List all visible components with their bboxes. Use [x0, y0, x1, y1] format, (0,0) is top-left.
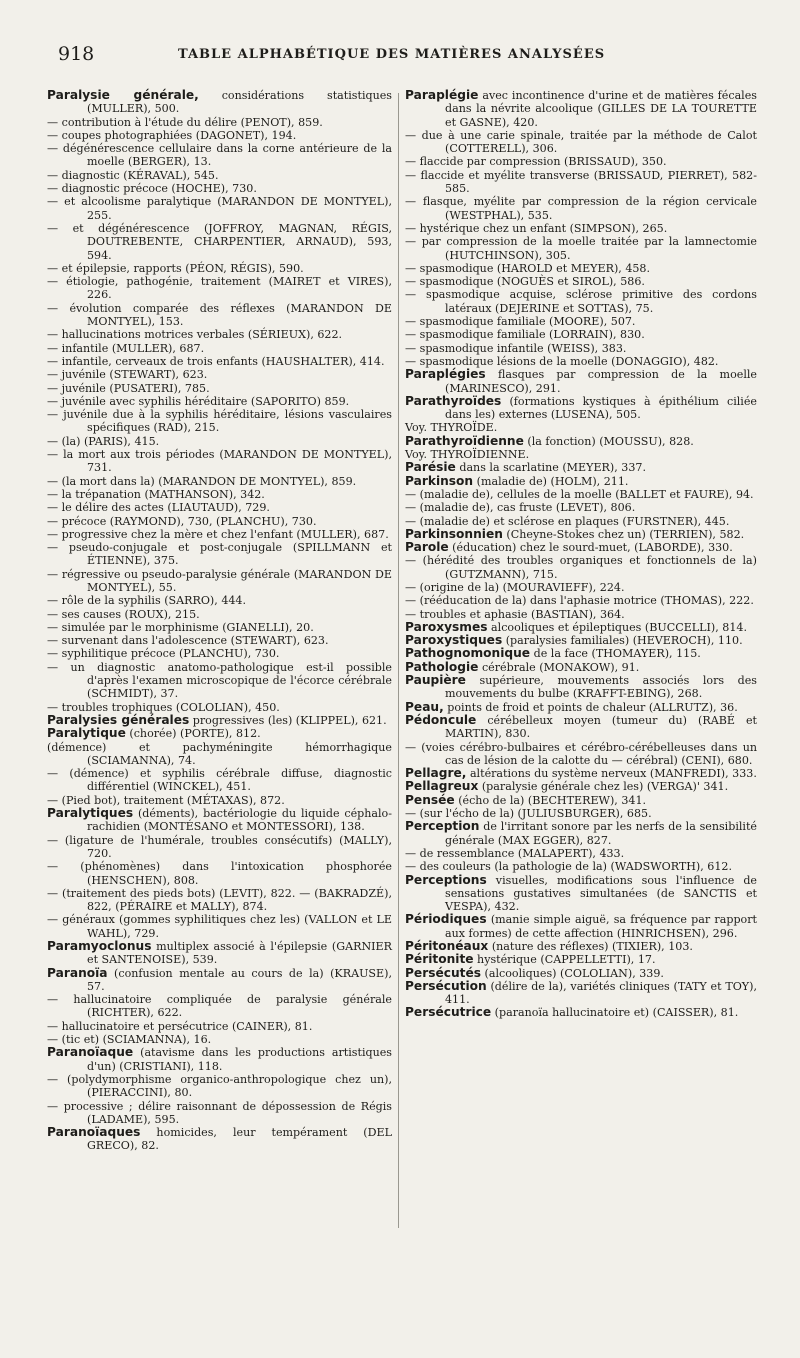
index-entry	[47, 89, 392, 116]
entry-headword: Persécution	[405, 978, 487, 993]
index-entry	[405, 767, 757, 780]
index-entry	[47, 275, 392, 302]
entry-text: — syphilitique précoce (PLANCHU), 730.	[47, 647, 280, 661]
entry-headword: Parathyroïdienne	[405, 433, 524, 448]
entry-headword: Paramyoclonus	[47, 939, 152, 953]
entry-headword: Paraplégies	[405, 367, 486, 382]
entry-text: progressives (les) (KLIPPEL), 621.	[189, 713, 387, 727]
entry-text: (déments), bactériologie du liquide céphalo-rachidien (MONTÉSANO et MONTESSORI), 138.	[87, 807, 392, 834]
index-entry	[405, 448, 757, 461]
entry-text: — (la mort dans la) (MARANDON DE MONTYEL), 859.	[47, 474, 357, 488]
entry-headword: Paroxysmes	[405, 619, 488, 634]
entry-headword: Paralytique	[47, 726, 126, 741]
index-entry	[47, 993, 392, 1020]
page-number: 918	[58, 43, 95, 65]
index-entry	[47, 541, 392, 568]
entry-text: avec incontinence d'urine et de matières fécales dans la névrite alcoolique (GILLES DE LA TOURETTE et GASNE), 420.	[445, 89, 757, 129]
entry-headword: Pensée	[405, 792, 455, 807]
index-entry	[47, 714, 392, 727]
index-entry	[47, 967, 392, 994]
index-entry	[405, 621, 757, 634]
index-entry	[47, 794, 392, 807]
running-title: TABLE ALPHABÉTIQUE DES MATIÈRES ANALYSÉES	[178, 47, 606, 62]
index-entry	[47, 741, 392, 768]
entry-headword: Paupière	[405, 673, 466, 688]
index-entry	[47, 169, 392, 182]
index-entry	[47, 368, 392, 381]
index-entry	[405, 368, 757, 395]
entry-text: points de froid et points de chaleur (ALLRUTZ), 36.	[443, 700, 738, 714]
entry-text: — spasmodique (NOGUÈS et SIROL), 586.	[405, 275, 645, 289]
entry-text: — infantile (MULLER), 687.	[47, 341, 205, 355]
entry-headword: Paroxystiques	[405, 633, 503, 648]
entry-text: (maladie de) (HOLM), 211.	[473, 474, 629, 488]
entry-text: — rôle de la syphilis (SARRO), 444.	[47, 594, 247, 608]
index-entry	[47, 408, 392, 435]
entry-headword: Paranoïa	[47, 965, 108, 980]
entry-headword: Peau,	[405, 699, 444, 714]
entry-text: — la trépanation (MATHANSON), 342.	[47, 487, 265, 501]
entry-text: visuelles, modifications sous l'influence de sensations gustatives simultanées (de SANCTIS et VESPA), 432.	[445, 873, 757, 914]
index-entry	[47, 1073, 392, 1100]
index-entry	[405, 1006, 757, 1019]
entry-headword: Pédoncule	[405, 712, 477, 727]
entry-text: — spasmodique familiale (MOORE), 507.	[405, 315, 636, 329]
index-entry	[405, 501, 757, 514]
entry-headword: Paralysies générales	[47, 712, 190, 727]
entry-text: de la face (THOMAYER), 115.	[530, 647, 701, 661]
index-entry	[405, 235, 757, 262]
entry-text: — (maladie de), cellules de la moelle (BALLET et FAURE), 94.	[405, 487, 754, 501]
entry-text: — généraux (gommes syphilitiques chez les) (VALLON et LE WAHL), 729.	[47, 913, 392, 940]
index-entry	[47, 302, 392, 329]
index-entry	[405, 647, 757, 660]
entry-text: (démence) et pachyméningite hémorrhagique (SCIAMANNA), 74.	[47, 740, 392, 767]
index-entry	[405, 342, 757, 355]
index-entry	[405, 395, 757, 422]
entry-text: Voy. THYROÏDE.	[405, 421, 498, 435]
entry-text: — pseudo-conjugale et post-conjugale (SPILLMANN et ÉTIENNE), 375.	[47, 541, 392, 568]
entry-text: — (traitement des pieds bots) (LEVIT), 822. — (BAKRADZÉ), 822, (PÉRAIRE et MALLY), 874.	[47, 886, 392, 914]
entry-text: — juvénile (STEWART), 623.	[47, 368, 208, 382]
entry-text: — hallucinations motrices verbales (SÉRIEUX), 622.	[47, 328, 343, 342]
entry-text: (chorée) (PORTE), 812.	[125, 727, 261, 741]
entry-text: — juvénile avec syphilis héréditaire (SAPORITO) 859.	[47, 394, 350, 408]
entry-text: — (tic et) (SCIAMANNA), 16.	[47, 1033, 212, 1047]
entry-text: (Cheyne-Stokes chez un) (TERRIEN), 582.	[502, 527, 745, 541]
entry-text: cérébelleux moyen (tumeur du) (RABÉ et MARTIN), 830.	[445, 713, 757, 741]
entry-text: — (hérédité des troubles organiques et fonctionnels de la) (GUTZMANN), 715.	[405, 554, 757, 581]
entry-text: Voy. THYROÏDIENNE.	[405, 448, 530, 462]
entry-text: — juvénile (PUSATERI), 785.	[47, 381, 210, 395]
entry-text: (délire de la), variétés cliniques (TATY et TOY), 411.	[445, 979, 757, 1007]
entry-headword: Paraplégie	[405, 88, 479, 102]
entry-headword: Perception	[405, 819, 480, 834]
index-entry	[47, 382, 392, 395]
index-entry	[405, 169, 757, 196]
entry-text: — juvénile due à la syphilis héréditaire, lésions vasculaires spécifiques (RAD), 215.	[47, 408, 392, 435]
index-entry	[405, 581, 757, 594]
entry-text: — (maladie de) et sclérose en plaques (FURSTNER), 445.	[405, 514, 730, 528]
entry-text: — (démence) et syphilis cérébrale diffuse, diagnostic différentiel (WINCKEL), 451.	[47, 767, 392, 794]
entry-headword: Paralytiques	[47, 806, 134, 821]
index-entry	[47, 860, 392, 887]
entry-text: (confusion mentale au cours de la) (KRAUSE), 57.	[87, 966, 392, 993]
entry-headword: Péritonéaux	[405, 939, 489, 953]
index-entry	[47, 647, 392, 660]
index-entry	[47, 701, 392, 714]
entry-text: (manie simple aiguë, sa fréquence par rapport aux formes) de cette affection (HINRICHSEN), 296.	[445, 913, 757, 940]
index-entry	[47, 1126, 392, 1153]
entry-text: — un diagnostic anatomo-pathologique est-il possible d'après l'examen microscopique de l'écorce cérébrale (SCHMIDT), 37.	[47, 660, 392, 701]
index-entry	[405, 275, 757, 288]
left-column	[47, 89, 392, 1153]
entry-text: — dégénérescence cellulaire dans la corne antérieure de la moelle (BERGER), 13.	[47, 142, 392, 169]
index-entry	[405, 820, 757, 847]
index-entry	[405, 195, 757, 222]
entry-text: — coupes photographiées (DAGONET), 194.	[47, 128, 297, 142]
index-entry	[405, 328, 757, 341]
index-entry	[47, 1046, 392, 1073]
entry-text: — spasmodique lésions de la moelle (DONAGGIO), 482.	[405, 354, 719, 368]
entry-text: dans la scarlatine (MEYER), 337.	[455, 461, 646, 475]
entry-headword: Parathyroïdes	[405, 393, 502, 408]
index-entry	[405, 780, 757, 793]
entry-text: — la mort aux trois périodes (MARANDON DE MONTYEL), 731.	[47, 448, 392, 475]
index-entry	[405, 222, 757, 235]
entry-text: — spasmodique infantile (WEISS), 383.	[405, 341, 627, 355]
entry-text: (éducation) chez le sourd-muet, (LABORDE), 330.	[448, 541, 733, 555]
index-entry	[47, 195, 392, 222]
index-entry	[405, 874, 757, 914]
index-entry	[405, 913, 757, 940]
column-divider	[398, 93, 399, 1228]
index-entry	[405, 980, 757, 1007]
entry-headword: Pellagreux	[405, 779, 479, 794]
index-entry	[47, 262, 392, 275]
entry-text: — spasmodique familiale (LORRAIN), 830.	[405, 328, 645, 342]
index-entry	[405, 847, 757, 860]
index-entry	[47, 887, 392, 914]
entry-headword: Parkinsonnien	[405, 526, 503, 541]
entry-text: — contribution à l'étude du délire (PENOT), 859.	[47, 115, 323, 129]
entry-text: altérations du système nerveux (MANFREDI), 333.	[466, 767, 757, 781]
entry-text: — flaccide par compression (BRISSAUD), 350.	[405, 155, 667, 169]
index-entry	[47, 608, 392, 621]
entry-text: — le délire des actes (LIAUTAUD), 729.	[47, 501, 270, 515]
entry-text: alcooliques et épileptiques (BUCCELLI), 814.	[487, 620, 748, 634]
entry-text: — (ligature de l'humérale, troubles consécutifs) (MALLY), 720.	[47, 833, 392, 860]
entry-text: — de ressemblance (MALAPERT), 433.	[405, 846, 625, 860]
index-entry	[47, 1033, 392, 1046]
index-entry	[47, 528, 392, 541]
index-entry	[47, 727, 392, 740]
index-entry	[47, 488, 392, 501]
entry-text: — des couleurs (la pathologie de la) (WADSWORTH), 612.	[405, 860, 733, 874]
entry-text: — (maladie de), cas fruste (LEVET), 806.	[405, 501, 636, 515]
index-entry	[47, 568, 392, 595]
entry-text: — (la) (PARIS), 415.	[47, 434, 160, 448]
entry-text: supérieure, mouvements associés lors des mouvements du bulbe (KRAFFT-EBING), 268.	[445, 674, 757, 701]
index-entry	[47, 834, 392, 861]
index-entry	[405, 554, 757, 581]
index-entry	[47, 515, 392, 528]
entry-text: — infantile, cerveaux de trois enfants (HAUSHALTER), 414.	[47, 354, 385, 368]
entry-text: — et alcoolisme paralytique (MARANDON DE MONTYEL), 255.	[47, 195, 392, 222]
entry-text: (formations kystiques à épithélium ciliée dans les) externes (LUSENA), 505.	[445, 394, 757, 422]
entry-text: — hallucinatoire et persécutrice (CAINER), 81.	[47, 1019, 313, 1033]
entry-headword: Parkinson	[405, 473, 474, 488]
entry-headword: Périodiques	[405, 912, 487, 927]
entry-text: — survenant dans l'adolescence (STEWART), 623.	[47, 634, 329, 648]
entry-text: — hallucinatoire compliquée de paralysie générale (RICHTER), 622.	[47, 993, 392, 1020]
index-entry	[405, 129, 757, 156]
page-header	[58, 43, 758, 73]
index-entry	[405, 315, 757, 328]
index-entry	[47, 475, 392, 488]
index-entry	[405, 89, 757, 129]
index-entry	[405, 541, 757, 554]
entry-text: — et dégénérescence (JOFFROY, MAGNAN, RÉGIS, DOUTREBENTE, CHARPENTIER, ARNAUD), 593, 594.	[47, 221, 392, 262]
index-entry	[405, 701, 757, 714]
index-entry	[405, 515, 757, 528]
index-entry	[405, 288, 757, 315]
entry-headword: Perceptions	[405, 872, 487, 887]
entry-text: (paralysie générale chez les) (VERGA)' 341.	[478, 780, 729, 794]
index-entry	[405, 967, 757, 980]
index-entry	[405, 794, 757, 807]
entry-text: — spasmodique acquise, sclérose primitive des cordons latéraux (DEJERINE et SOTTAS), 75.	[405, 288, 757, 315]
entry-text: — simulée par le morphinisme (GIANELLI), 20.	[47, 620, 314, 634]
index-entry	[47, 129, 392, 142]
index-entry	[405, 661, 757, 674]
entry-headword: Pellagre,	[405, 766, 467, 781]
index-entry	[47, 594, 392, 607]
entry-text: hystérique (CAPPELLETTI), 17.	[473, 953, 656, 967]
entry-text: — flaccide et myélite transverse (BRISSAUD, PIERRET), 582-585.	[405, 168, 757, 196]
entry-text: — troubles et aphasie (BASTIAN), 364.	[405, 607, 625, 621]
entry-text: — (rééducation de la) dans l'aphasie motrice (THOMAS), 222.	[405, 594, 754, 608]
index-entry	[47, 940, 392, 967]
index-entry	[47, 342, 392, 355]
index-entry	[47, 395, 392, 408]
entry-text: — processive ; délire raisonnant de dépossession de Régis (LADAME), 595.	[47, 1099, 392, 1126]
index-entry	[405, 528, 757, 541]
index-entry	[405, 355, 757, 368]
index-entry	[405, 674, 757, 701]
entry-text: — flasque, myélite par compression de la région cervicale (WESTPHAL), 535.	[405, 195, 757, 222]
entry-text: (la fonction) (MOUSSU), 828.	[523, 434, 694, 448]
entry-text: — spasmodique (HAROLD et MEYER), 458.	[405, 261, 651, 275]
entry-text: — étiologie, pathogénie, traitement (MAIRET et VIRES), 226.	[47, 275, 392, 302]
entry-text: (paralysies familiales) (HEVEROCH), 110.	[502, 634, 743, 648]
index-entry	[405, 940, 757, 953]
entry-text: (paranoïa hallucinatoire et) (CAISSER), 81.	[491, 1006, 739, 1020]
entry-headword: Péritonite	[405, 952, 474, 967]
index-entry	[405, 594, 757, 607]
entry-headword: Paranoïaques	[47, 1125, 141, 1140]
entry-text: de l'irritant sonore par les nerfs de la sensibilité générale (MAX EGGER), 827.	[445, 820, 757, 847]
entry-text: — évolution comparée des réflexes (MARANDON DE MONTYEL), 153.	[47, 301, 392, 329]
entry-text: — régressive ou pseudo-paralysie générale (MARANDON DE MONTYEL), 55.	[47, 567, 392, 594]
index-entry	[405, 860, 757, 873]
entry-text: — diagnostic (KÉRAVAL), 545.	[47, 168, 219, 182]
index-entry	[405, 807, 757, 820]
index-entry	[405, 488, 757, 501]
entry-text: — ses causes (ROUX), 215.	[47, 607, 200, 621]
entry-headword: Pathognomonique	[405, 646, 531, 661]
entry-headword: Parésie	[405, 460, 456, 475]
index-entry	[405, 953, 757, 966]
index-entry	[47, 1100, 392, 1127]
entry-text: — précoce (RAYMOND), 730, (PLANCHU), 730.	[47, 514, 317, 528]
entry-text: — hystérique chez un enfant (SIMPSON), 265.	[405, 221, 668, 235]
right-column	[405, 89, 757, 1020]
entry-text: — due à une carie spinale, traitée par la méthode de Calot (COTTERELL), 306.	[405, 128, 757, 156]
index-entry	[47, 116, 392, 129]
index-entry	[405, 634, 757, 647]
index-entry	[405, 421, 757, 434]
index-entry	[47, 355, 392, 368]
index-entry	[405, 155, 757, 168]
entry-headword: Persécutrice	[405, 1005, 492, 1020]
index-entry	[405, 262, 757, 275]
index-entry	[405, 608, 757, 621]
index-entry	[405, 461, 757, 474]
entry-text: considérations statistiques (MULLER), 500.	[87, 89, 392, 116]
entry-headword: Paranoïaque	[47, 1045, 134, 1060]
index-entry	[47, 807, 392, 834]
entry-text: — progressive chez la mère et chez l'enfant (MULLER), 687.	[47, 527, 389, 541]
index-entry	[47, 621, 392, 634]
entry-text: cérébrale (MONAKOW), 91.	[478, 660, 640, 674]
index-entry	[47, 448, 392, 475]
index-entry	[47, 142, 392, 169]
entry-text: — (voies cérébro-bulbaires et cérébro-cérébelleuses dans un cas de lésion de la calotte du — cérébral) (CENI), 680.	[405, 740, 757, 767]
entry-headword: Persécutés	[405, 965, 481, 980]
index-entry	[405, 435, 757, 448]
entry-text: flasques par compression de la moelle (MARINESCO), 291.	[445, 368, 757, 395]
index-entry	[405, 714, 757, 741]
entry-text: — (polydymorphisme organico-anthropologique chez un), (PIERACCINI), 80.	[47, 1072, 392, 1100]
index-entry	[47, 222, 392, 262]
index-entry	[47, 328, 392, 341]
entry-text: (atavisme dans les productions artistiques d'un) (CRISTIANI), 118.	[87, 1046, 392, 1073]
entry-text: (nature des réflexes) (TIXIER), 103.	[488, 940, 693, 953]
index-entry	[405, 741, 757, 768]
entry-text: — (phénomènes) dans l'intoxication phosphorée (HENSCHEN), 808.	[47, 860, 392, 887]
entry-text: — par compression de la moelle traitée par la lamnectomie (HUTCHINSON), 305.	[405, 235, 757, 262]
index-entry	[47, 501, 392, 514]
index-entry	[405, 475, 757, 488]
index-entry	[47, 1020, 392, 1033]
index-entry	[47, 435, 392, 448]
entry-text: — et épilepsie, rapports (PÉON, RÉGIS), 590.	[47, 261, 304, 275]
entry-headword: Pathologie	[405, 659, 479, 674]
entry-text: — (sur l'écho de la) (JULIUSBURGER), 685.	[405, 807, 652, 821]
index-entry	[47, 913, 392, 940]
entry-text: — (origine de la) (MOURAVIEFF), 224.	[405, 580, 625, 594]
entry-text: — diagnostic précoce (HOCHE), 730.	[47, 182, 257, 196]
entry-text: — (Pied bot), traitement (MÉTAXAS), 872.	[47, 793, 285, 807]
index-entry	[47, 767, 392, 794]
entry-text: (écho de la) (BECHTEREW), 341.	[454, 793, 647, 807]
entry-headword: Paralysie générale,	[47, 88, 199, 102]
entry-text: multiplex associé à l'épilepsie (GARNIER et SANTENOISE), 539.	[87, 940, 392, 967]
entry-text: homicides, leur tempérament (DEL GRECO), 82.	[87, 1126, 392, 1153]
entry-text: (alcooliques) (COLOLIAN), 339.	[480, 966, 664, 980]
index-entry	[47, 661, 392, 701]
entry-text: — troubles trophiques (COLOLIAN), 450.	[47, 700, 280, 714]
index-entry	[47, 182, 392, 195]
entry-headword: Parole	[405, 540, 449, 555]
index-entry	[47, 634, 392, 647]
